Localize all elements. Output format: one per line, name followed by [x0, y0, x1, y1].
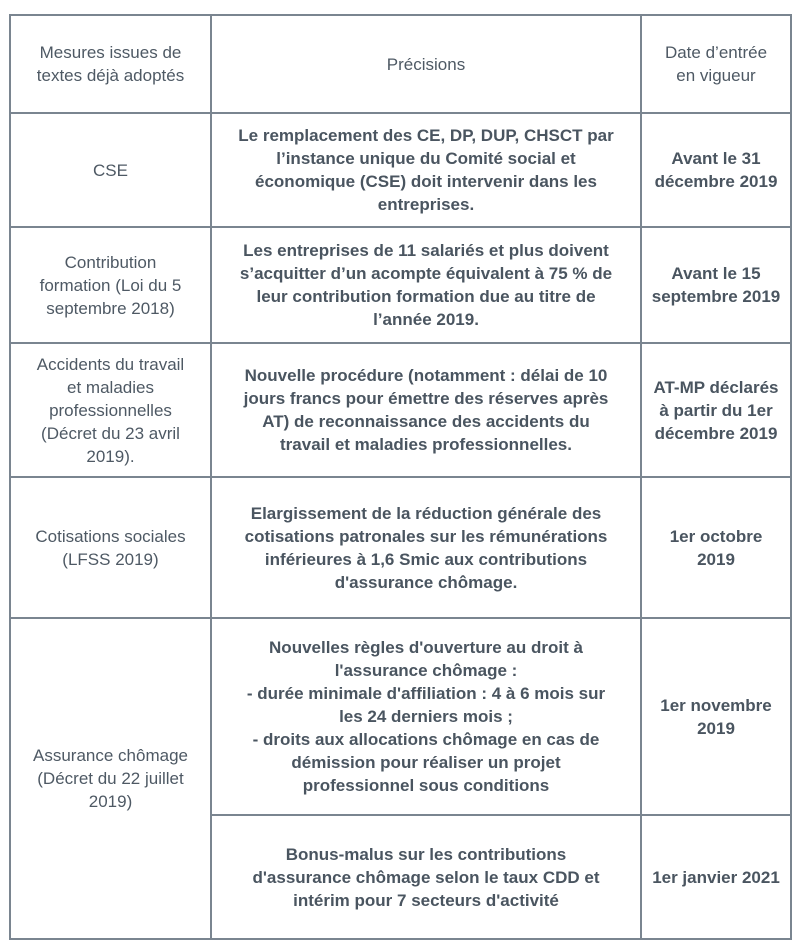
details-cell: Bonus-malus sur les contributions d'assurance chômage selon le taux CDD et intérim pour 7 secteurs d'activité [211, 815, 641, 939]
date-cell: Avant le 15 septembre 2019 [641, 227, 791, 343]
details-cell: Nouvelles règles d'ouverture au droit à l'assurance chômage : - durée minimale d'affiliation : 4 à 6 mois sur les 24 derniers mois ; - droits aux allocations chômage en cas de démission pour réaliser un projet professionnel sous conditions [211, 618, 641, 815]
header-details: Précisions [211, 15, 641, 113]
measures-table-container [9, 14, 792, 940]
details-cell: Elargissement de la réduction générale des cotisations patronales sur les rémunérations inférieures à 1,6 Smic aux contributions d'assurance chômage. [211, 477, 641, 618]
measure-cell: Assurance chômage (Décret du 22 juillet 2019) [10, 618, 211, 939]
table-row [10, 618, 791, 815]
date-cell: 1er janvier 2021 [641, 815, 791, 939]
date-cell: Avant le 31 décembre 2019 [641, 113, 791, 227]
measure-cell: CSE [10, 113, 211, 227]
measure-cell: Accidents du travail et maladies professionnelles (Décret du 23 avril 2019). [10, 343, 211, 477]
measures-table [9, 14, 792, 940]
header-row [10, 15, 791, 113]
measure-cell: Cotisations sociales (LFSS 2019) [10, 477, 211, 618]
details-cell: Nouvelle procédure (notamment : délai de 10 jours francs pour émettre des réserves après AT) de reconnaissance des accidents du travail et maladies professionnelles. [211, 343, 641, 477]
details-cell: Le remplacement des CE, DP, DUP, CHSCT par l’instance unique du Comité social et économique (CSE) doit intervenir dans les entreprises. [211, 113, 641, 227]
details-cell: Les entreprises de 11 salariés et plus doivent s’acquitter d’un acompte équivalent à 75 % de leur contribution formation due au titre de l’année 2019. [211, 227, 641, 343]
table-row [10, 227, 791, 343]
date-cell: AT-MP déclarés à partir du 1er décembre 2019 [641, 343, 791, 477]
table-row [10, 113, 791, 227]
measure-cell: Contribution formation (Loi du 5 septembre 2018) [10, 227, 211, 343]
table-row [10, 477, 791, 618]
header-date: Date d’entrée en vigueur [641, 15, 791, 113]
header-measures: Mesures issues de textes déjà adoptés [10, 15, 211, 113]
date-cell: 1er octobre 2019 [641, 477, 791, 618]
table-row [10, 343, 791, 477]
date-cell: 1er novembre 2019 [641, 618, 791, 815]
